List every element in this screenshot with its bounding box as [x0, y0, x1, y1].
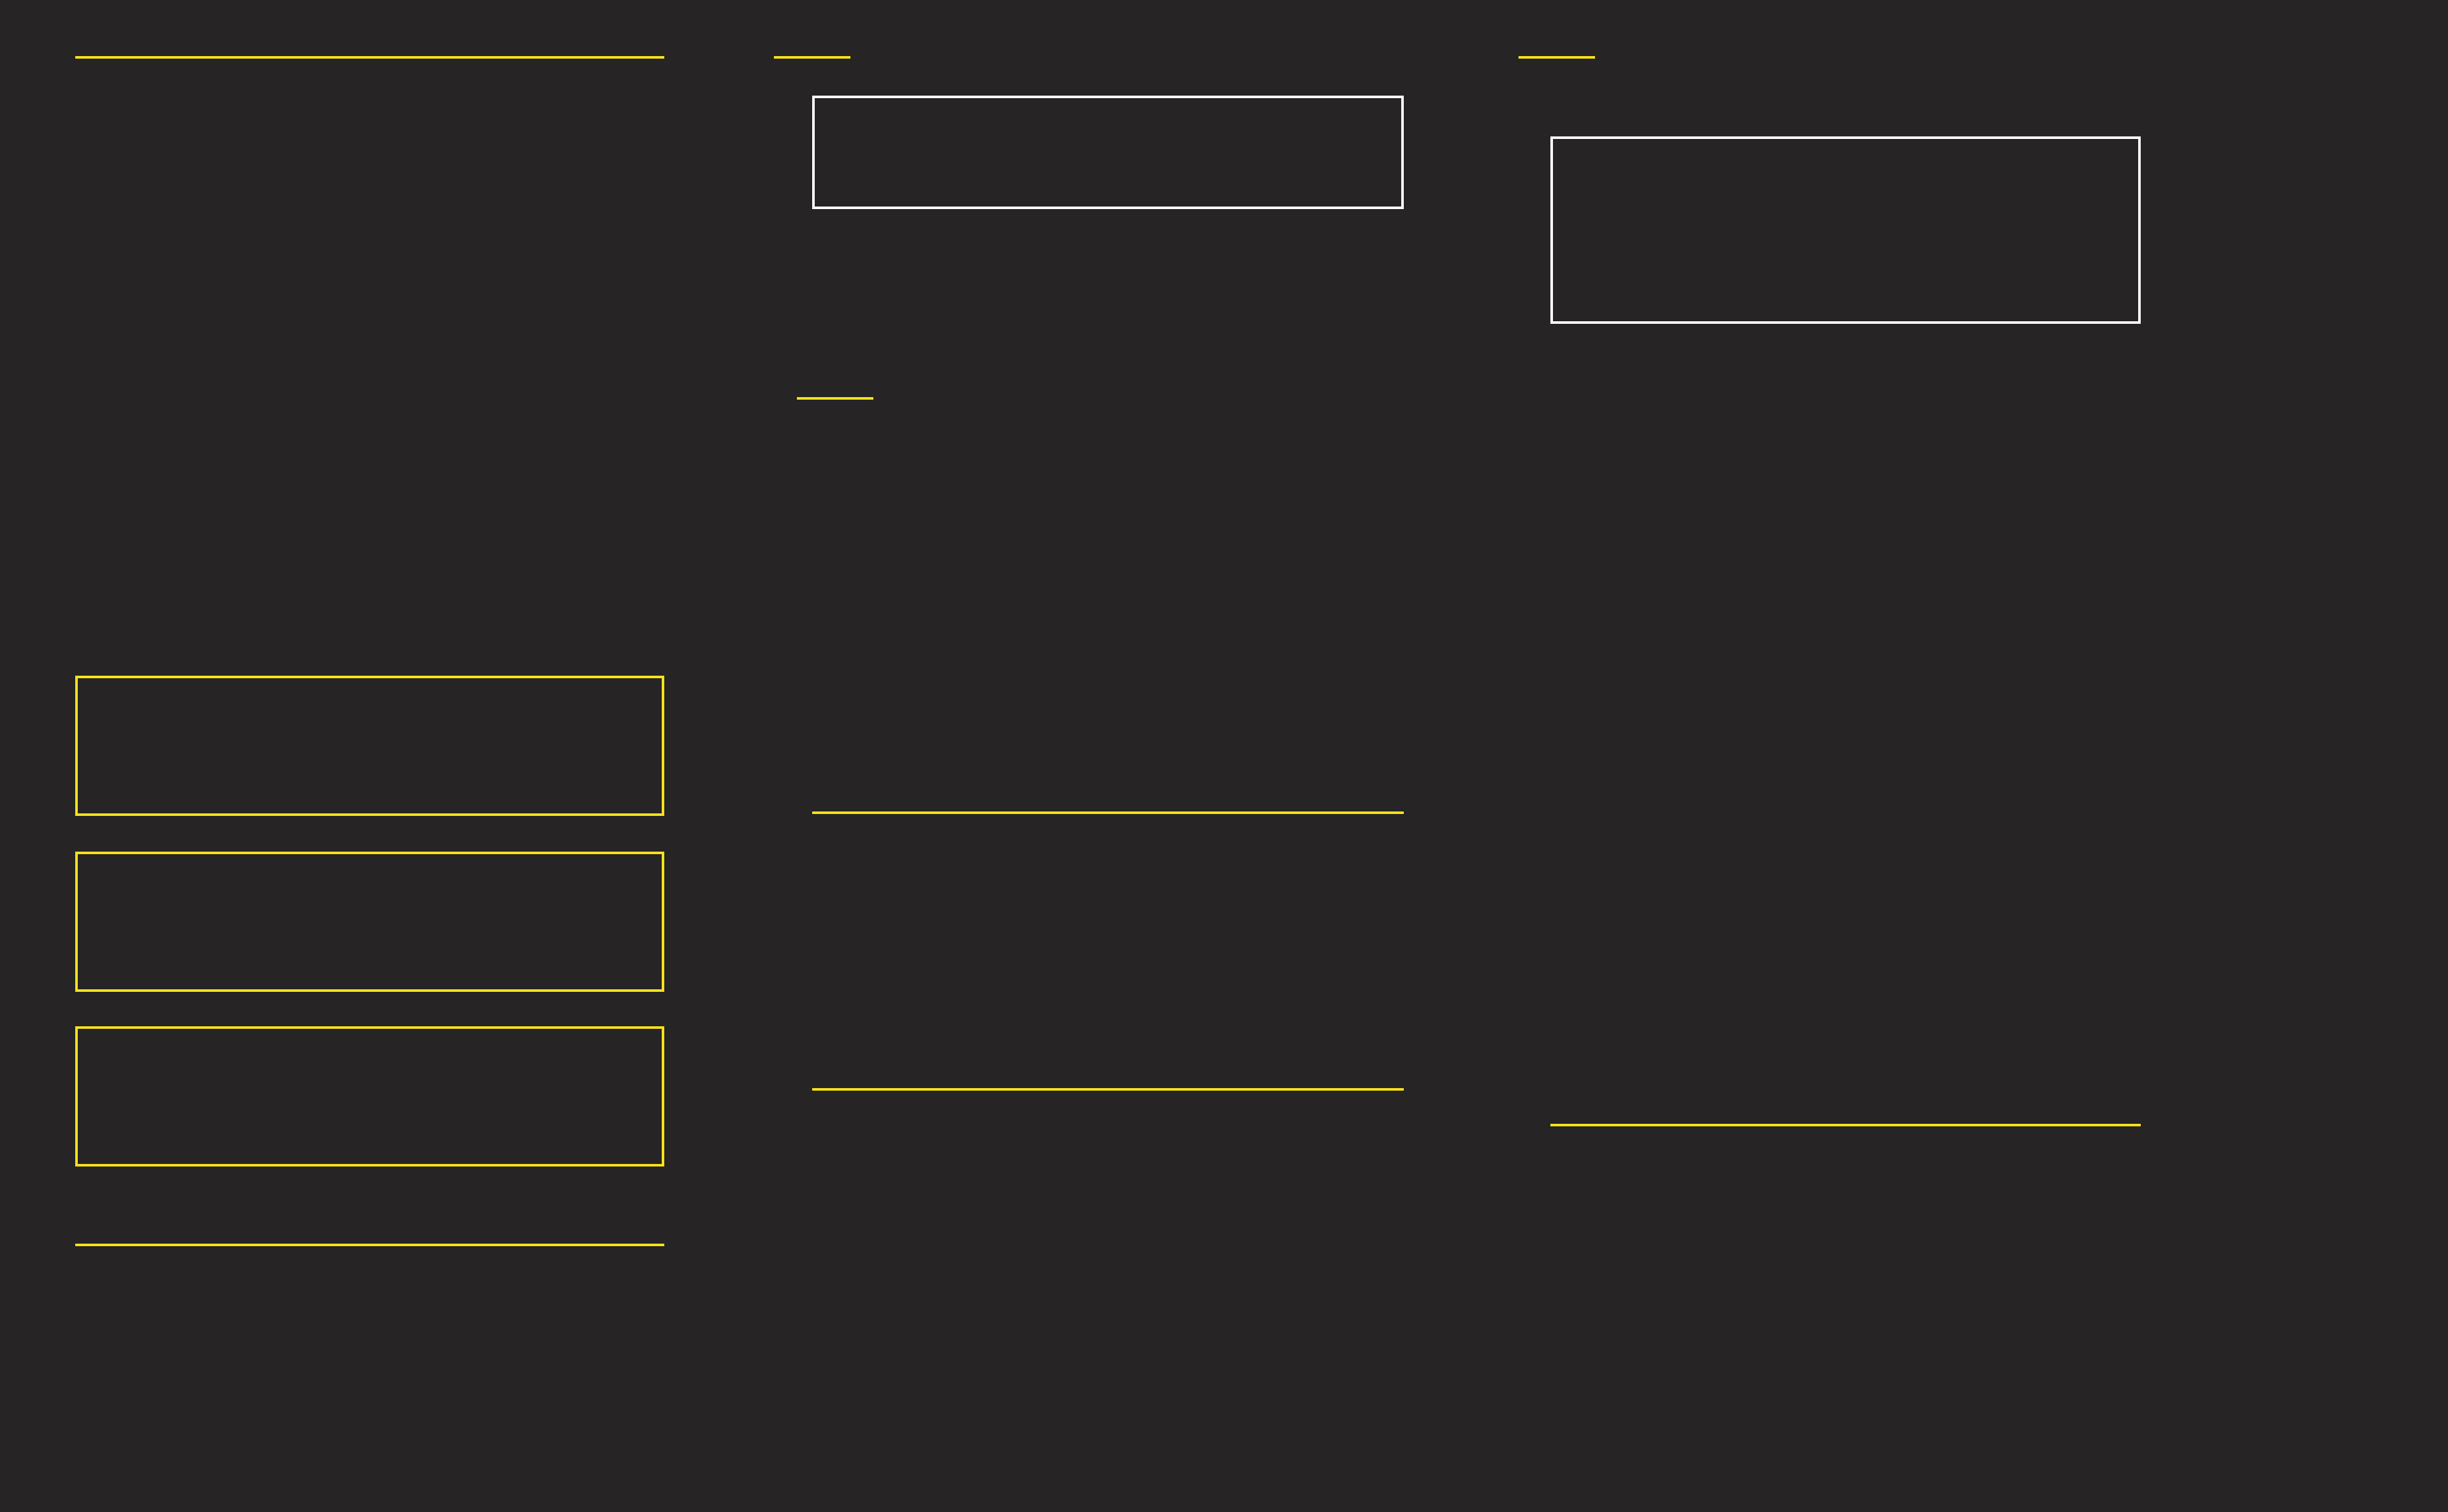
signature-heading [1550, 25, 2141, 89]
byo-sandwich-heading [812, 370, 1404, 427]
bagels-heading [75, 25, 664, 89]
cream-cheese-box [75, 1026, 664, 1167]
specialty-spreads-box [75, 852, 664, 992]
soup-salad-heading [1550, 1096, 2141, 1154]
scrambles-heading [812, 784, 1404, 841]
breakfast-combo-box [812, 96, 1404, 209]
traditional-heading [75, 1210, 664, 1280]
breakfast-heading [812, 25, 1404, 89]
byo-scramble-heading [812, 1061, 1404, 1118]
signature-combo-box [1550, 136, 2141, 324]
cream-cheese-cells [78, 1029, 662, 1164]
coupon-strip [2212, 0, 2448, 1512]
regular-spreads-box [75, 676, 664, 816]
